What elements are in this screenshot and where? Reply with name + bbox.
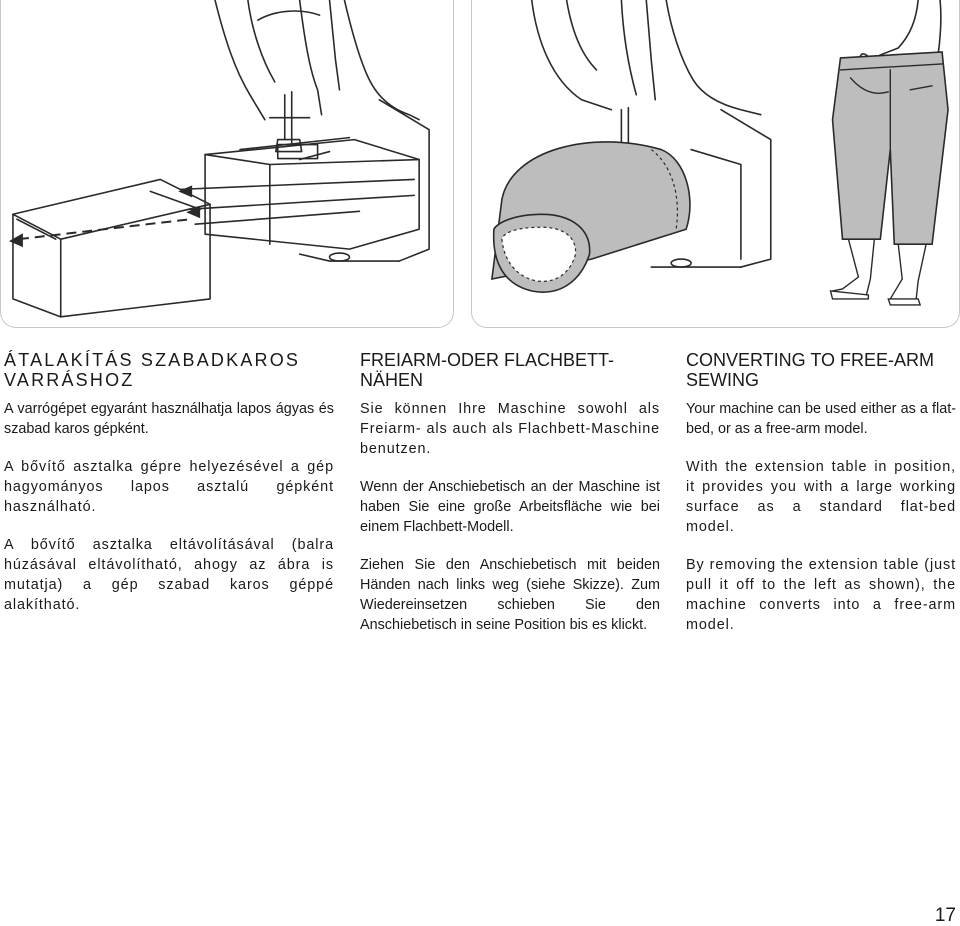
paragraph-hungarian-2: A bővítő asztalka gépre helyezésével a gép hagyományos lapos asztalú gépként használható. bbox=[4, 459, 334, 515]
heading-hungarian: ÁTALAKÍTÁS SZABADKAROS VARRÁSHOZ bbox=[4, 350, 301, 390]
heading-english: CONVERTING TO FREE-ARM SEWING bbox=[686, 350, 935, 390]
page-number: 17 bbox=[934, 905, 956, 926]
illustration-free-arm-sewing bbox=[471, 0, 960, 328]
paragraph-german-3: Ziehen Sie den Anschiebetisch mit beiden Händen nach links weg (siehe Skizze). Zum Wiedereinsetzen schieben Sie den Anschiebetisch in seine Position bis es klickt. bbox=[360, 557, 660, 633]
paragraph-german-1: Sie können Ihre Maschine sowohl als Freiarm- als auch als Flachbett-Maschine benutzen. bbox=[360, 401, 660, 457]
heading-german: FREIARM-ODER FLACHBETT-NÄHEN bbox=[360, 350, 615, 390]
paragraph-english-1: Your machine can be used either as a flat- bed, or as a free-arm model. bbox=[686, 401, 956, 437]
column-hungarian bbox=[4, 350, 334, 633]
free-arm-trouser-drawing bbox=[472, 0, 959, 327]
sewing-machine-flatbed-drawing bbox=[1, 0, 453, 327]
column-english bbox=[686, 350, 956, 653]
paragraph-english-2: With the extension table in position, it provides you with a large working surface as a standard flat-bed model. bbox=[686, 459, 956, 535]
paragraph-german-2: Wenn der Anschiebetisch an der Maschine ist haben Sie eine große Arbeitsfläche wie bei einem Flachbett-Modell. bbox=[360, 479, 660, 535]
paragraph-hungarian-3: A bővítő asztalka eltávolításával (balra húzásával eltávolítható, ahogy az ábra is mutatja) a gép szabad karos géppé alakítható. bbox=[4, 537, 334, 613]
column-german bbox=[360, 350, 660, 653]
paragraph-english-3: By removing the extension table (just pull it off to the left as shown), the machine converts into a free-arm model. bbox=[686, 557, 956, 633]
illustration-extension-table-removal bbox=[0, 0, 454, 328]
paragraph-hungarian-1: A varrógépet egyaránt használhatja lapos ágyas és szabad karos gépként. bbox=[4, 401, 334, 437]
